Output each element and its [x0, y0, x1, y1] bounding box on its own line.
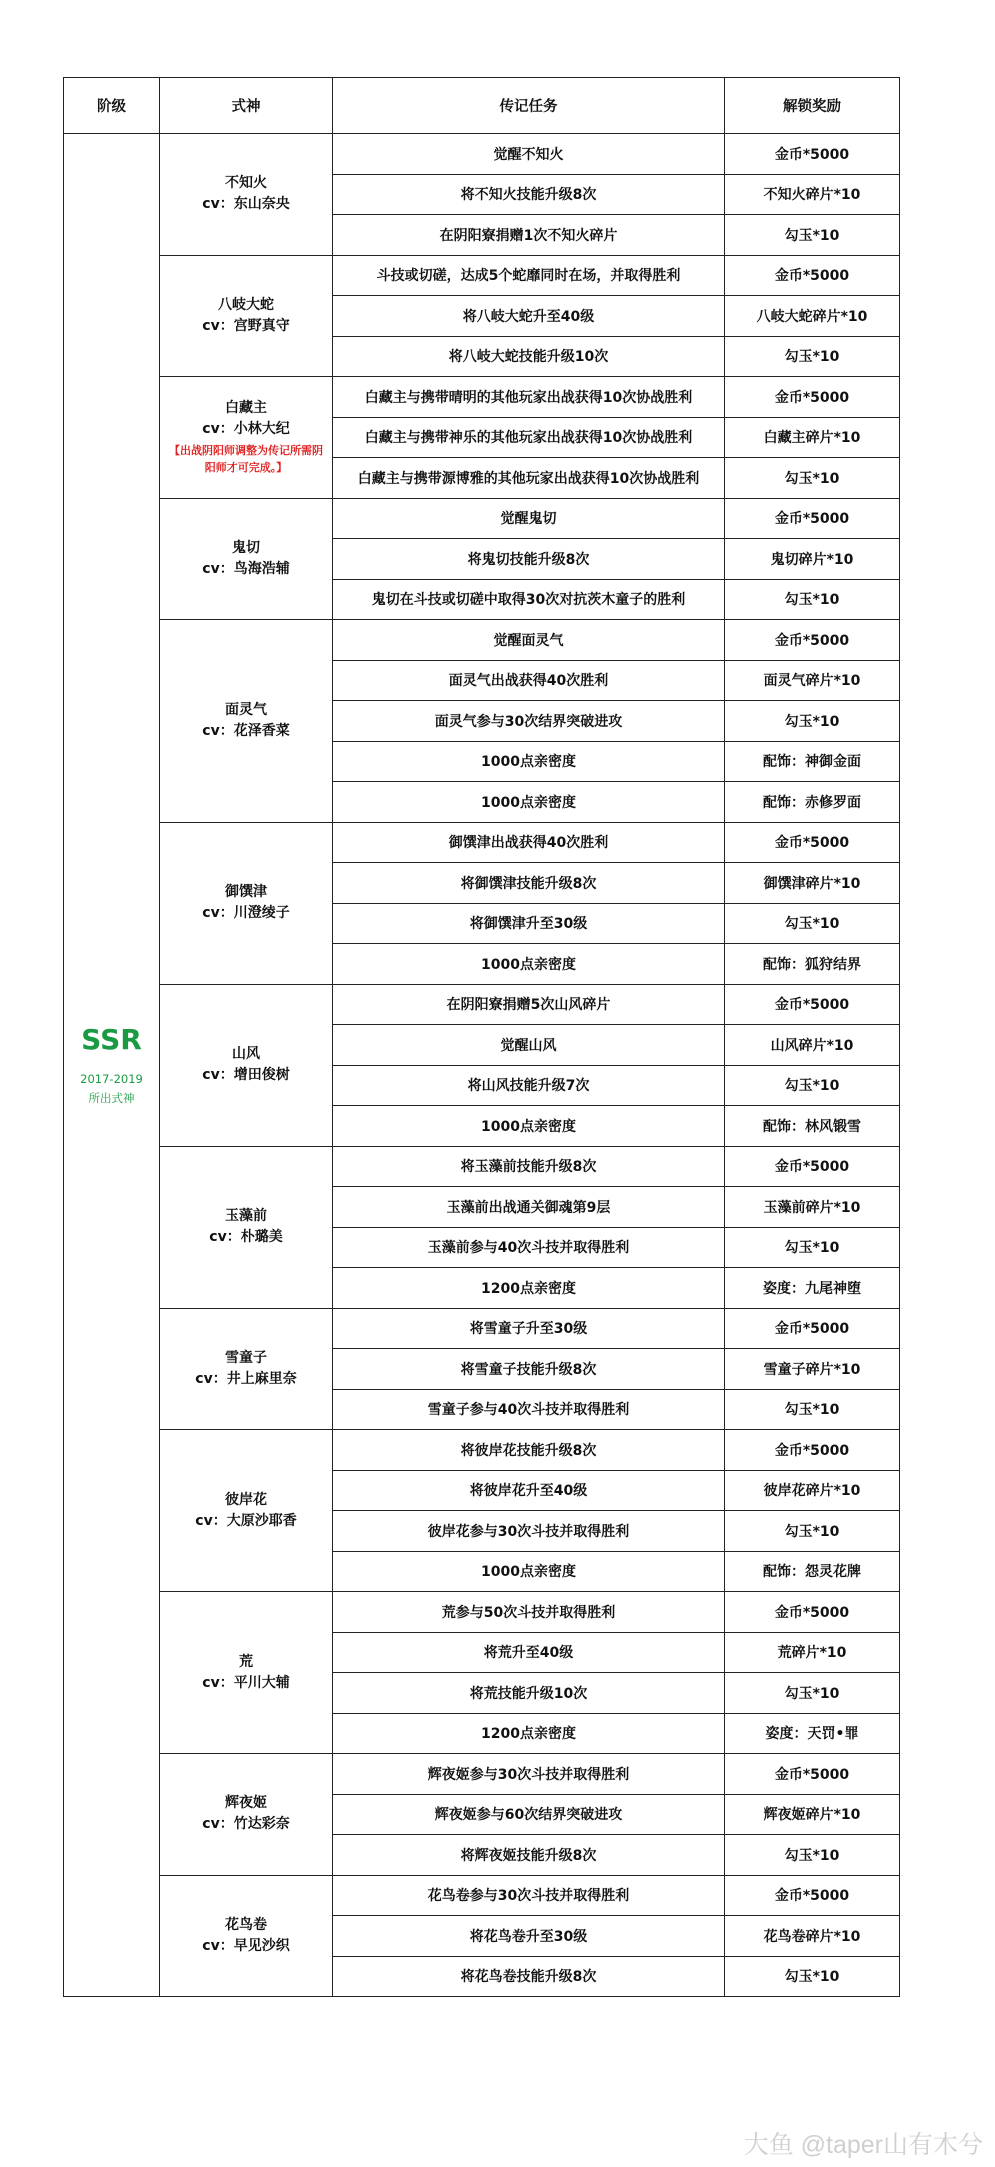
table-row [64, 1430, 900, 1471]
task-cell: 将彼岸花技能升级8次 [333, 1430, 725, 1471]
shikigami-cv: cv：川澄绫子 [202, 905, 290, 921]
table-row [64, 1592, 900, 1633]
task-cell: 将山风技能升级7次 [333, 1065, 725, 1106]
task-cell: 1000点亲密度 [333, 944, 725, 985]
shikigami-cv: cv：井上麻里奈 [195, 1370, 297, 1387]
task-cell: 将辉夜姬技能升级8次 [333, 1835, 725, 1876]
task-cell: 白藏主与携带神乐的其他玩家出战获得10次协战胜利 [333, 417, 725, 458]
task-cell: 将花鸟卷升至30级 [333, 1916, 725, 1957]
reward-cell: 勾玉*10 [725, 336, 900, 377]
watermark: 大鱼 @taper山有木兮 [743, 2131, 983, 2159]
reward-cell: 勾玉*10 [725, 1673, 900, 1714]
table-row [64, 255, 900, 296]
shikigami-name: 彼岸花 [225, 1491, 267, 1508]
reward-cell: 金币*5000 [725, 1875, 900, 1916]
task-cell: 面灵气参与30次结界突破进攻 [333, 701, 725, 742]
reward-cell: 八岐大蛇碎片*10 [725, 296, 900, 337]
task-cell: 玉藻前出战通关御魂第9层 [333, 1187, 725, 1228]
shikigami-cell [160, 1146, 333, 1308]
header-shikigami: 式神 [160, 78, 333, 134]
shikigami-cell [160, 1308, 333, 1430]
reward-cell: 金币*5000 [725, 1592, 900, 1633]
task-cell: 御馔津出战获得40次胜利 [333, 822, 725, 863]
reward-cell: 勾玉*10 [725, 215, 900, 256]
reward-cell: 金币*5000 [725, 822, 900, 863]
task-cell: 花鸟卷参与30次斗技并取得胜利 [333, 1875, 725, 1916]
shikigami-cv: cv：鸟海浩辅 [202, 560, 290, 577]
table-row [64, 984, 900, 1025]
task-cell: 将荒技能升级10次 [333, 1673, 725, 1714]
reward-cell: 雪童子碎片*10 [725, 1349, 900, 1390]
shikigami-cv: cv：大原沙耶香 [195, 1512, 297, 1529]
task-cell: 将玉藻前技能升级8次 [333, 1146, 725, 1187]
task-cell: 将雪童子升至30级 [333, 1308, 725, 1349]
shikigami-name: 花鸟卷 [225, 1916, 267, 1933]
task-cell: 将荒升至40级 [333, 1632, 725, 1673]
header-reward: 解锁奖励 [725, 78, 900, 134]
task-cell: 1000点亲密度 [333, 782, 725, 823]
tier-label: SSR [81, 1022, 142, 1056]
shikigami-name: 荒 [239, 1653, 253, 1670]
header-tier: 阶级 [64, 78, 160, 134]
shikigami-cell [160, 1430, 333, 1592]
shikigami-cell [160, 822, 333, 984]
task-cell: 辉夜姬参与30次斗技并取得胜利 [333, 1754, 725, 1795]
reward-cell: 勾玉*10 [725, 903, 900, 944]
table-row [64, 620, 900, 661]
shikigami-cv: cv：平川大辅 [202, 1674, 290, 1691]
reward-cell: 金币*5000 [725, 1430, 900, 1471]
shikigami-note: 【出战阴阳师调整为传记所需阴阳师才可完成。】 [169, 444, 323, 475]
task-cell: 1000点亲密度 [333, 1106, 725, 1147]
task-cell: 面灵气出战获得40次胜利 [333, 660, 725, 701]
reward-cell: 金币*5000 [725, 134, 900, 175]
task-cell: 斗技或切磋，达成5个蛇靡同时在场，并取得胜利 [333, 255, 725, 296]
shikigami-name: 白藏主 [225, 400, 267, 417]
task-cell: 将八岐大蛇升至40级 [333, 296, 725, 337]
reward-cell: 勾玉*10 [725, 1227, 900, 1268]
table-body [64, 134, 900, 1997]
task-cell: 在阴阳寮捐赠1次不知火碎片 [333, 215, 725, 256]
shikigami-cv: cv：增田俊树 [202, 1067, 290, 1083]
table-row [64, 377, 900, 418]
reward-cell: 金币*5000 [725, 255, 900, 296]
reward-cell: 面灵气碎片*10 [725, 660, 900, 701]
biography-task-table [63, 77, 900, 1997]
task-cell: 将鬼切技能升级8次 [333, 539, 725, 580]
shikigami-cell [160, 620, 333, 823]
shikigami-name: 八岐大蛇 [218, 296, 274, 313]
shikigami-cv: cv：宫野真守 [202, 317, 290, 334]
task-cell: 鬼切在斗技或切磋中取得30次对抗茨木童子的胜利 [333, 579, 725, 620]
reward-cell: 金币*5000 [725, 984, 900, 1025]
shikigami-cell [160, 1592, 333, 1754]
shikigami-cv: cv：花泽香菜 [202, 722, 290, 739]
shikigami-cell [160, 377, 333, 499]
task-cell: 白藏主与携带源博雅的其他玩家出战获得10次协战胜利 [333, 458, 725, 499]
task-cell: 觉醒山风 [333, 1025, 725, 1066]
shikigami-cell [160, 498, 333, 620]
reward-cell: 勾玉*10 [725, 458, 900, 499]
table-row [64, 134, 900, 175]
reward-cell: 荒碎片*10 [725, 1632, 900, 1673]
task-cell: 在阴阳寮捐赠5次山风碎片 [333, 984, 725, 1025]
reward-cell: 姿度：九尾神堕 [725, 1268, 900, 1309]
shikigami-cv: cv：小林大纪 [202, 421, 290, 438]
shikigami-name: 玉藻前 [225, 1208, 267, 1224]
reward-cell: 彼岸花碎片*10 [725, 1470, 900, 1511]
header-task: 传记任务 [333, 78, 725, 134]
task-cell: 玉藻前参与40次斗技并取得胜利 [333, 1227, 725, 1268]
task-cell: 将八岐大蛇技能升级10次 [333, 336, 725, 377]
reward-cell: 白藏主碎片*10 [725, 417, 900, 458]
task-cell: 将御馔津升至30级 [333, 903, 725, 944]
reward-cell: 勾玉*10 [725, 1065, 900, 1106]
tier-years: 2017-2019 [80, 1071, 143, 1086]
reward-cell: 金币*5000 [725, 1308, 900, 1349]
task-cell: 彼岸花参与30次斗技并取得胜利 [333, 1511, 725, 1552]
reward-cell: 金币*5000 [725, 1754, 900, 1795]
reward-cell: 金币*5000 [725, 1146, 900, 1187]
reward-cell: 山风碎片*10 [725, 1025, 900, 1066]
shikigami-name: 面灵气 [225, 701, 267, 718]
reward-cell: 金币*5000 [725, 498, 900, 539]
reward-cell: 勾玉*10 [725, 1511, 900, 1552]
shikigami-name: 御馔津 [225, 884, 267, 900]
reward-cell: 配饰：狐狩结界 [725, 944, 900, 985]
table-row [64, 1308, 900, 1349]
reward-cell: 配饰：怨灵花牌 [725, 1551, 900, 1592]
shikigami-cell [160, 134, 333, 256]
task-cell: 将不知火技能升级8次 [333, 174, 725, 215]
shikigami-name: 辉夜姬 [225, 1795, 267, 1812]
shikigami-name: 不知火 [225, 175, 267, 192]
reward-cell: 配饰：神御金面 [725, 741, 900, 782]
task-cell: 1200点亲密度 [333, 1268, 725, 1309]
table-row [64, 822, 900, 863]
reward-cell: 不知火碎片*10 [725, 174, 900, 215]
reward-cell: 金币*5000 [725, 377, 900, 418]
shikigami-cv: cv：朴璐美 [209, 1229, 283, 1245]
task-cell: 将花鸟卷技能升级8次 [333, 1956, 725, 1997]
task-cell: 雪童子参与40次斗技并取得胜利 [333, 1389, 725, 1430]
task-cell: 觉醒鬼切 [333, 498, 725, 539]
shikigami-cell [160, 255, 333, 377]
task-cell: 辉夜姬参与60次结界突破进攻 [333, 1794, 725, 1835]
reward-cell: 鬼切碎片*10 [725, 539, 900, 580]
reward-cell: 辉夜姬碎片*10 [725, 1794, 900, 1835]
shikigami-cell [160, 1754, 333, 1876]
task-cell: 1200点亲密度 [333, 1713, 725, 1754]
table-row [64, 1754, 900, 1795]
reward-cell: 花鸟卷碎片*10 [725, 1916, 900, 1957]
task-cell: 白藏主与携带晴明的其他玩家出战获得10次协战胜利 [333, 377, 725, 418]
shikigami-cv: cv：东山奈央 [202, 196, 290, 213]
shikigami-cell [160, 1875, 333, 1997]
table-row [64, 498, 900, 539]
reward-cell: 御馔津碎片*10 [725, 863, 900, 904]
reward-cell: 姿度：天罚•罪 [725, 1713, 900, 1754]
task-cell: 将彼岸花升至40级 [333, 1470, 725, 1511]
reward-cell: 勾玉*10 [725, 1389, 900, 1430]
task-cell: 1000点亲密度 [333, 741, 725, 782]
reward-cell: 玉藻前碎片*10 [725, 1187, 900, 1228]
task-cell: 将御馔津技能升级8次 [333, 863, 725, 904]
reward-cell: 配饰：林风锻雪 [725, 1106, 900, 1147]
tier-cell [64, 134, 160, 1997]
reward-cell: 勾玉*10 [725, 701, 900, 742]
table-row [64, 1875, 900, 1916]
task-cell: 觉醒不知火 [333, 134, 725, 175]
table-header-row [64, 78, 900, 134]
task-cell: 1000点亲密度 [333, 1551, 725, 1592]
task-cell: 荒参与50次斗技并取得胜利 [333, 1592, 725, 1633]
reward-cell: 金币*5000 [725, 620, 900, 661]
shikigami-name: 雪童子 [225, 1349, 267, 1366]
shikigami-name: 山风 [232, 1046, 260, 1062]
reward-cell: 配饰：赤修罗面 [725, 782, 900, 823]
shikigami-cv: cv：早见沙织 [202, 1937, 290, 1954]
shikigami-name: 鬼切 [232, 539, 260, 556]
shikigami-cell [160, 984, 333, 1146]
task-cell: 将雪童子技能升级8次 [333, 1349, 725, 1390]
task-cell: 觉醒面灵气 [333, 620, 725, 661]
reward-cell: 勾玉*10 [725, 579, 900, 620]
tier-desc: 所出式神 [88, 1090, 135, 1105]
shikigami-cv: cv：竹达彩奈 [202, 1816, 290, 1833]
reward-cell: 勾玉*10 [725, 1956, 900, 1997]
table-row [64, 1146, 900, 1187]
reward-cell: 勾玉*10 [725, 1835, 900, 1876]
